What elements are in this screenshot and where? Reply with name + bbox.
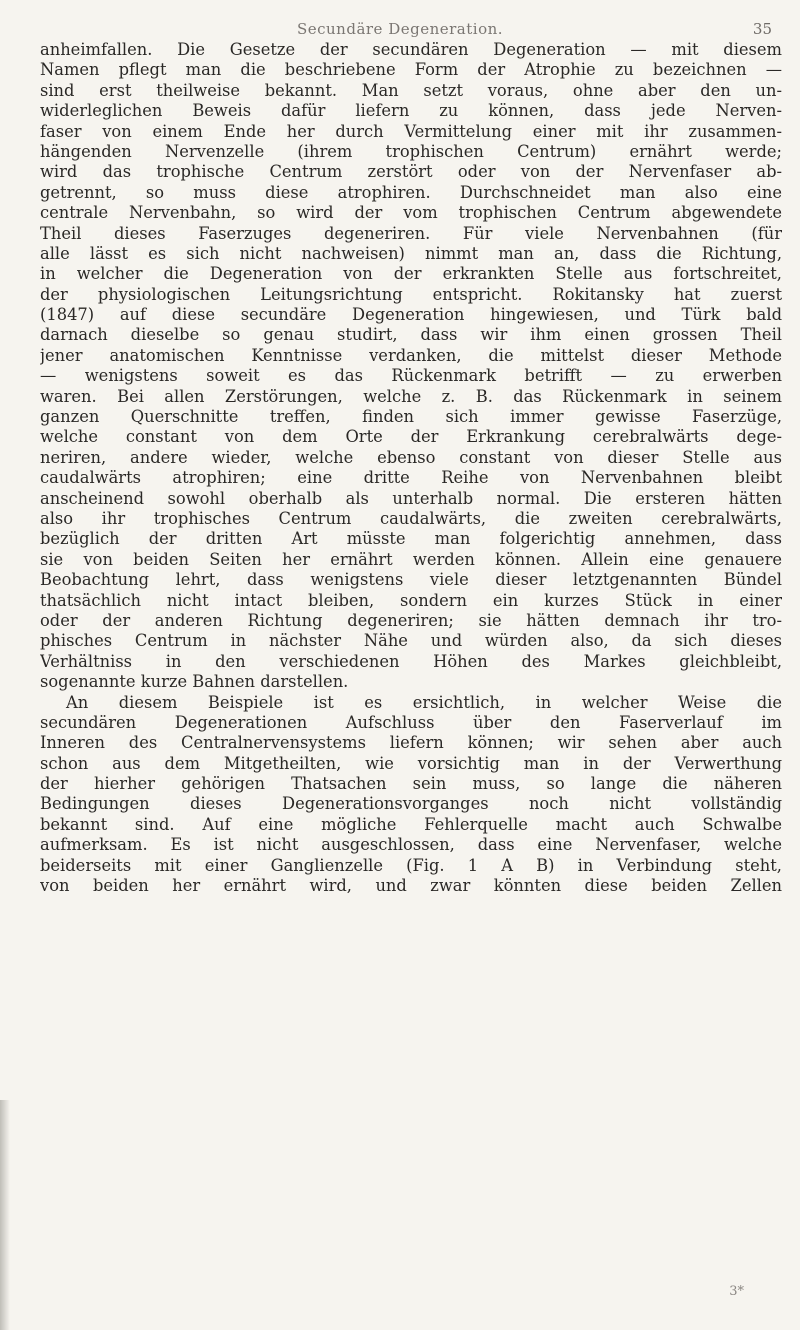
text-line: sind erst theilweise bekannt. Man setzt voraus, ohne aber den un-: [40, 80, 782, 100]
text-line: (1847) auf diese secundäre Degeneration hingewiesen, und Türk bald: [40, 305, 782, 325]
text-line: centrale Nervenbahn, so wird der vom trophischen Centrum abgewendete: [40, 203, 782, 223]
text-line: sogenannte kurze Bahnen darstellen.: [40, 672, 349, 692]
text-line: anscheinend sowohl oberhalb als unterhalb normal. Die ersteren hätten: [40, 488, 782, 508]
text-line: Beobachtung lehrt, dass wenigstens viele dieser letztgenannten Bündel: [40, 570, 782, 590]
running-head: [0, 18, 800, 42]
text-line: anheimfallen. Die Gesetze der secundären Degeneration — mit diesem: [40, 40, 782, 59]
text-line: welche constant von dem Orte der Erkrankung cerebralwärts dege-: [40, 427, 782, 447]
text-line: sie von beiden Seiten her ernährt werden können. Allein eine genauere: [40, 549, 782, 569]
running-title: Secundäre Degeneration.: [296, 20, 504, 38]
text-line: der hierher gehörigen Thatsachen sein muss, so lange die näheren: [40, 774, 782, 794]
text-line: wird das trophische Centrum zerstört oder von der Nervenfaser ab-: [40, 162, 782, 182]
text-line: also ihr trophisches Centrum caudalwärts, die zweiten cerebralwärts,: [40, 508, 782, 528]
text-line: Bedingungen dieses Degenerationsvorganges noch nicht vollständig: [40, 794, 782, 814]
text-line: darnach dieselbe so genau studirt, dass wir ihm einen grossen Theil: [40, 325, 782, 345]
text-line: phisches Centrum in nächster Nähe und würden also, da sich dieses: [40, 631, 782, 651]
text-line: aufmerksam. Es ist nicht ausgeschlossen, dass eine Nervenfaser, welche: [40, 835, 782, 855]
text-line: ganzen Querschnitte treffen, finden sich immer gewisse Faserzüge,: [40, 407, 782, 427]
page-edge-shadow: [0, 1100, 10, 1330]
text-line: neriren, andere wieder, welche ebenso constant von dieser Stelle aus: [40, 447, 782, 467]
text-line: Verhältniss in den verschiedenen Höhen des Markes gleichbleibt,: [40, 651, 782, 671]
text-line: bekannt sind. Auf eine mögliche Fehlerquelle macht auch Schwalbe: [40, 814, 782, 834]
text-line: Theil dieses Faserzuges degeneriren. Für viele Nervenbahnen (für: [40, 223, 782, 243]
text-line: jener anatomischen Kenntnisse verdanken, die mittelst dieser Methode: [40, 345, 782, 365]
text-line: in welcher die Degeneration von der erkrankten Stelle aus fortschreitet,: [40, 264, 782, 284]
text-line: hängenden Nervenzelle (ihrem trophischen Centrum) ernährt werde;: [40, 141, 782, 161]
text-line: — wenigstens soweit es das Rückenmark betrifft — zu erwerben: [40, 366, 782, 386]
text-line: bezüglich der dritten Art müsste man folgerichtig annehmen, dass: [40, 529, 782, 549]
text-line: alle lässt es sich nicht nachweisen) nimmt man an, dass die Richtung,: [40, 243, 782, 263]
text-line: Namen pflegt man die beschriebene Form der Atrophie zu bezeichnen —: [40, 60, 782, 80]
text-line: secundären Degenerationen Aufschluss über den Faserverlauf im: [40, 712, 782, 732]
text-line: von beiden her ernährt wird, und zwar könnten diese beiden Zellen: [40, 876, 782, 896]
text-line: oder der anderen Richtung degeneriren; sie hätten demnach ihr tro-: [40, 610, 782, 630]
text-line: Inneren des Centralnervensystems liefern können; wir sehen aber auch: [40, 733, 782, 753]
text-line: beiderseits mit einer Ganglienzelle (Fig. 1 A B) in Verbindung steht,: [40, 855, 782, 875]
text-line: getrennt, so muss diese atrophiren. Durchschneidet man also eine: [40, 182, 782, 202]
text-line: schon aus dem Mitgetheilten, wie vorsichtig man in der Verwerthung: [40, 753, 782, 773]
body-text: [40, 40, 782, 896]
text-line: thatsächlich nicht intact bleiben, sondern ein kurzes Stück in einer: [40, 590, 782, 610]
signature-mark: 3*: [729, 1284, 744, 1299]
text-line: waren. Bei allen Zerstörungen, welche z. B. das Rückenmark in seinem: [40, 386, 782, 406]
text-line: An diesem Beispiele ist es ersichtlich, in welcher Weise die: [66, 692, 782, 712]
text-line: widerleglichen Beweis dafür liefern zu können, dass jede Nerven-: [40, 101, 782, 121]
text-line: faser von einem Ende her durch Vermittelung einer mit ihr zusammen-: [40, 121, 782, 141]
text-line: der physiologischen Leitungsrichtung entspricht. Rokitansky hat zuerst: [40, 284, 782, 304]
page-number: 35: [752, 20, 772, 38]
text-line: caudalwärts atrophiren; eine dritte Reihe von Nervenbahnen bleibt: [40, 468, 782, 488]
